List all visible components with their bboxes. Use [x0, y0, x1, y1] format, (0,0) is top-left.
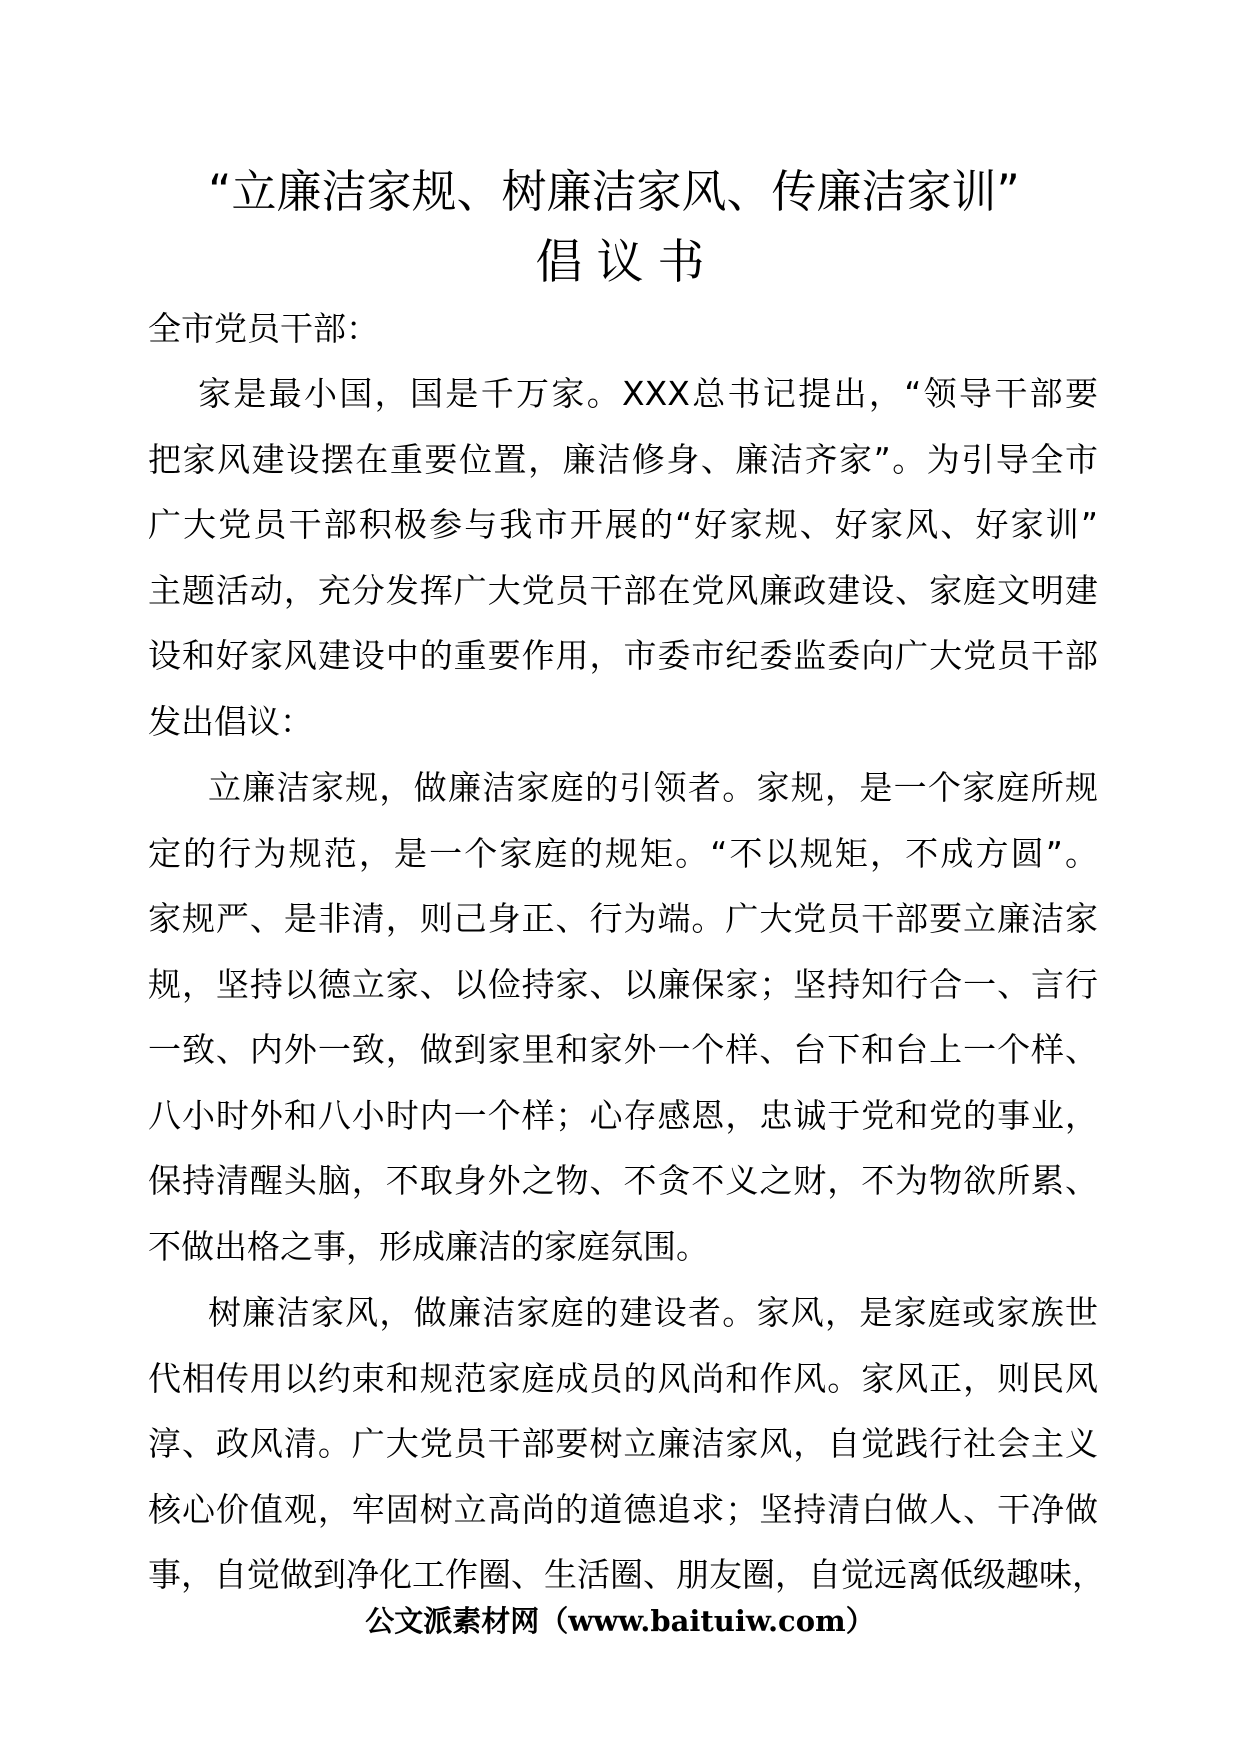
paragraph-line: 树廉洁家风，做廉洁家庭的建设者。家风，是家庭或家族世: [208, 1293, 1098, 1332]
paragraph-line: 代相传用以约束和规范家庭成员的风尚和作风。家风正，则民风: [148, 1358, 1098, 1398]
document-title: “立廉洁家规、树廉洁家风、传廉洁家训”: [208, 165, 1020, 218]
paragraph-family-style: [148, 1280, 1105, 1608]
paragraph-line: 家是最小国，国是千万家。XXX总书记提出，“领导干部要: [198, 374, 1098, 413]
document-subtitle: 倡议书: [535, 235, 719, 290]
paragraph-line: 设和好家风建设中的重要作用，市委市纪委监委向广大党员干部: [148, 636, 1098, 675]
footer-watermark: 公文派素材网（www.baituiw.com）: [365, 1604, 875, 1638]
paragraph-line: 规，坚持以德立家、以俭持家、以廉保家；坚持知行合一、言行: [148, 964, 1098, 1004]
paragraph-line: 家规严、是非清，则己身正、行为端。广大党员干部要立廉洁家: [148, 899, 1098, 938]
paragraph-line: 八小时外和八小时内一个样；心存感恩，忠诚于党和党的事业，: [148, 1095, 1098, 1135]
paragraph-intro: [148, 361, 1098, 754]
paragraph-family-rules: [148, 755, 1098, 1279]
paragraph-line: 立廉洁家规，做廉洁家庭的引领者。家规，是一个家庭所规: [208, 768, 1098, 807]
paragraph-line: 发出倡议：: [148, 701, 313, 741]
paragraph-line: 事，自觉做到净化工作圈、生活圈、朋友圈，自觉远离低级趣味，: [148, 1555, 1105, 1594]
paragraph-line: 核心价值观，牢固树立高尚的道德追求；坚持清白做人、干净做: [148, 1489, 1098, 1529]
paragraph-line: 不做出格之事，形成廉洁的家庭氛围。: [148, 1226, 709, 1266]
salutation: [148, 296, 1098, 362]
paragraph-line: 淳、政风清。广大党员干部要树立廉洁家风，自觉践行社会主义: [148, 1424, 1098, 1463]
paragraph-line: 保持清醒头脑，不取身外之物、不贪不义之财，不为物欲所累、: [148, 1161, 1098, 1200]
paragraph-line: 主题活动，充分发挥广大党员干部在党风廉政建设、家庭文明建: [148, 570, 1098, 610]
salutation-text: 全市党员干部：: [148, 309, 379, 348]
paragraph-line: 一致、内外一致，做到家里和家外一个样、台下和台上一个样、: [148, 1030, 1098, 1069]
paragraph-line: 广大党员干部积极参与我市开展的“好家规、好家风、好家训”: [148, 505, 1098, 544]
paragraph-line: 定的行为规范，是一个家庭的规矩。“不以规矩，不成方圆”。: [148, 833, 1098, 873]
paragraph-line: 把家风建设摆在重要位置，廉洁修身、廉洁齐家”。为引导全市: [148, 439, 1098, 479]
